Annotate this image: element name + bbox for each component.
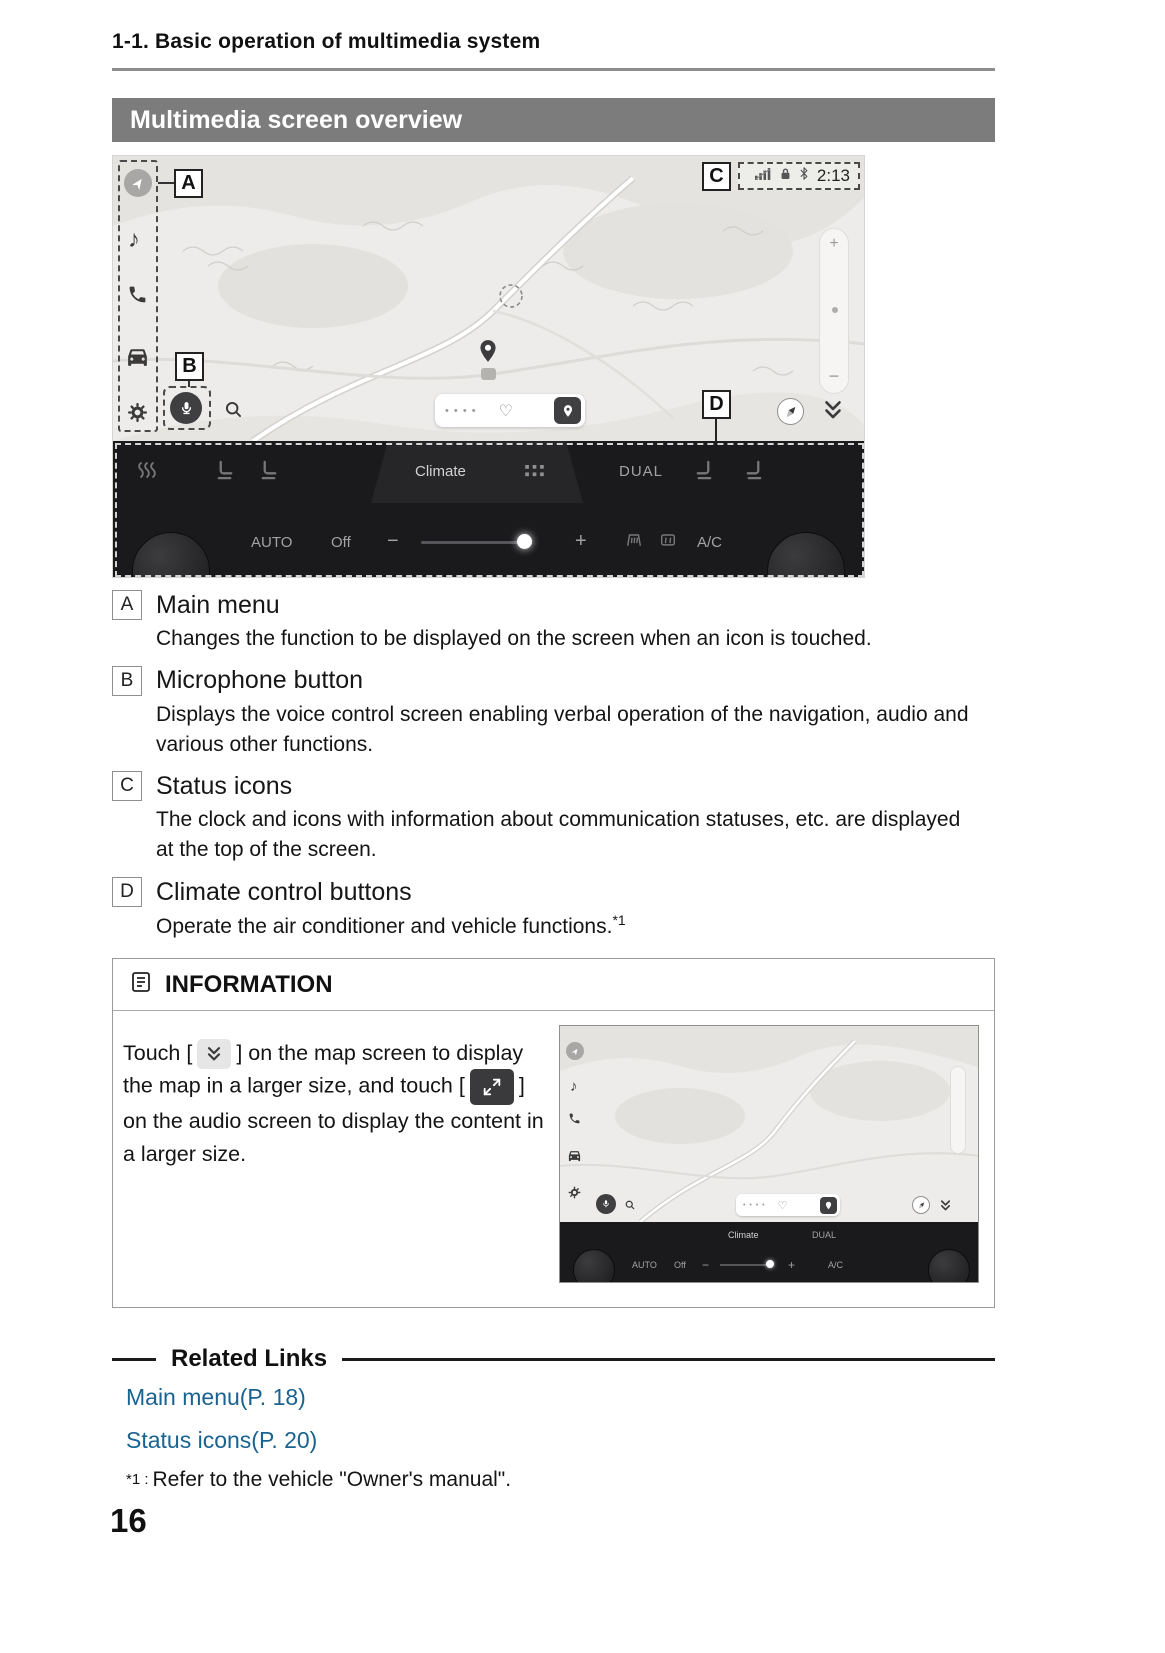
page-number: 16: [110, 1502, 147, 1539]
definition-b: [112, 666, 995, 696]
definition-key: A: [112, 590, 142, 620]
chevron-collapse-icon: [820, 397, 846, 428]
label-d: D: [702, 390, 731, 419]
seat-heater-right-icon: [693, 459, 714, 485]
zoom-slider: [819, 228, 849, 394]
right-dial-knob: [928, 1249, 970, 1283]
car-icon: [567, 1148, 582, 1168]
climate-highlight-panel: [371, 441, 583, 503]
label-b: B: [175, 352, 204, 381]
temp-plus: +: [788, 1258, 796, 1272]
definitions-list: [112, 590, 995, 954]
chevron-collapse-icon: [938, 1198, 953, 1218]
related-links-header: [112, 1345, 995, 1373]
chevron-collapse-icon: [197, 1039, 231, 1069]
map-toolbar: [736, 1194, 840, 1216]
temp-slider-track: [720, 1264, 768, 1266]
definition-body: [156, 911, 976, 942]
auto-label: AUTO: [632, 1260, 657, 1270]
seat-vent-right-icon: [743, 459, 764, 485]
climate-strip: [560, 1222, 979, 1283]
definition-body-text: Operate the air conditioner and vehicle functions.: [156, 915, 613, 939]
label-c: C: [702, 162, 731, 191]
phone-icon: [568, 1112, 581, 1130]
label-a-connector: [158, 182, 174, 184]
search-icon: [223, 399, 244, 425]
info-text-seg3: ] on the audio screen to display the content in a larger size.: [123, 1074, 544, 1166]
ac-label: A/C: [828, 1260, 844, 1270]
information-header: [113, 959, 994, 1011]
vehicle-marker-icon: [481, 368, 496, 380]
definition-title: Microphone button: [156, 666, 364, 695]
dual-label: DUAL: [619, 463, 664, 480]
definition-c: [112, 771, 995, 801]
waypoint-pin-icon: [820, 1197, 837, 1214]
bluetooth-icon: [799, 166, 809, 186]
seat-vent-left-icon: [259, 459, 280, 485]
footnote-text: Refer to the vehicle "Owner's manual".: [152, 1468, 512, 1491]
temp-minus: −: [702, 1258, 710, 1272]
right-dial-knob: [767, 532, 845, 578]
footnote-marker: *1 :: [126, 1471, 149, 1488]
rear-defrost-icon: [659, 531, 677, 553]
breadcrumb: 1-1. Basic operation of multimedia system: [112, 30, 541, 53]
link-status-icons[interactable]: Status icons(P. 20): [126, 1427, 318, 1453]
signal-icon: [755, 167, 772, 185]
info-text-seg2: ] on the map screen to display the map in a larger size, and touch [: [123, 1041, 524, 1098]
left-dial-knob: [132, 532, 210, 578]
label-a: A: [174, 169, 203, 198]
audio-icon: ♪: [570, 1078, 578, 1095]
off-label: Off: [674, 1260, 686, 1270]
footnote-ref: *1: [612, 912, 626, 929]
waypoint-pin-icon: [554, 397, 581, 424]
compass-icon: [777, 398, 804, 425]
section-banner: Multimedia screen overview: [112, 98, 995, 142]
definition-title: Climate control buttons: [156, 877, 412, 906]
related-rule-right: [342, 1358, 995, 1361]
app-grid-icon: [525, 465, 544, 483]
temp-minus: −: [387, 530, 399, 552]
information-icon: [129, 970, 153, 999]
definition-title: Main menu: [156, 590, 280, 619]
mini-map-art: [560, 1026, 979, 1222]
header-divider: [112, 68, 995, 71]
off-label: Off: [331, 534, 351, 551]
definition-body: The clock and icons with information about communication statuses, etc. are displayed at the top of the screen.: [156, 808, 961, 862]
zoom-level-dot: [832, 307, 838, 313]
seat-heater-left-icon: [215, 459, 236, 485]
definition-key: D: [112, 877, 142, 907]
label-b-connector: [188, 381, 190, 387]
mini-screenshot: [559, 1025, 979, 1283]
drag-handle-dots: • • • •: [743, 1201, 766, 1209]
settings-gear-icon: [568, 1186, 581, 1204]
clock-text: 2:13: [816, 166, 850, 185]
definition-key: C: [112, 771, 142, 801]
expand-icon: [470, 1069, 514, 1105]
link-main-menu[interactable]: Main menu(P. 18): [126, 1384, 306, 1410]
microphone-icon: [596, 1194, 616, 1214]
definition-a: [112, 590, 995, 620]
temp-slider-dot: [766, 1260, 774, 1268]
definition-d: [112, 877, 995, 907]
temp-slider-track: [421, 541, 521, 544]
definition-body: Changes the function to be displayed on the screen when an icon is touched.: [156, 627, 872, 650]
navigation-icon: [566, 1042, 584, 1060]
definition-key: B: [112, 666, 142, 696]
multimedia-screenshot: [112, 155, 865, 578]
climate-strip: [113, 441, 865, 578]
info-text-seg1: Touch [: [123, 1041, 193, 1065]
label-d-connector: [715, 419, 717, 442]
audio-icon: ♪: [128, 226, 140, 253]
footnote: [126, 1468, 511, 1492]
compass-icon: [912, 1196, 930, 1214]
climate-tab-label: Climate: [728, 1230, 759, 1240]
temp-slider-dot: [517, 534, 532, 549]
destination-pin-icon: [475, 338, 501, 369]
favorite-heart-icon: ♡: [498, 402, 513, 420]
zoom-out-tick: −: [828, 366, 840, 386]
climate-tab-label: Climate: [415, 463, 466, 480]
temp-plus: +: [575, 530, 587, 552]
drag-handle-dots: • • • •: [445, 404, 477, 417]
favorite-heart-icon: ♡: [777, 1199, 788, 1212]
zoom-slider: [950, 1066, 966, 1154]
auto-label: AUTO: [251, 534, 293, 551]
related-rule-left: [112, 1358, 156, 1361]
information-title: INFORMATION: [165, 970, 333, 998]
lock-icon: [780, 167, 791, 185]
ac-label: A/C: [697, 534, 723, 551]
wheel-heater-icon: [137, 461, 157, 486]
definition-title: Status icons: [156, 771, 293, 800]
zoom-in-tick: +: [829, 235, 839, 252]
status-icons-highlight: [738, 162, 860, 190]
main-menu-highlight: [118, 160, 158, 432]
dual-label: DUAL: [812, 1230, 837, 1240]
information-box: [112, 958, 995, 1308]
front-defrost-icon: [625, 531, 643, 553]
map-toolbar: [435, 394, 585, 427]
search-icon: [624, 1198, 636, 1216]
definition-body: Displays the voice control screen enabling verbal operation of the navigation, audio and various other functions.: [156, 702, 969, 756]
microphone-icon: [170, 392, 202, 424]
information-text: [123, 1037, 553, 1170]
left-dial-knob: [573, 1249, 615, 1283]
related-links-title: Related Links: [171, 1345, 328, 1372]
